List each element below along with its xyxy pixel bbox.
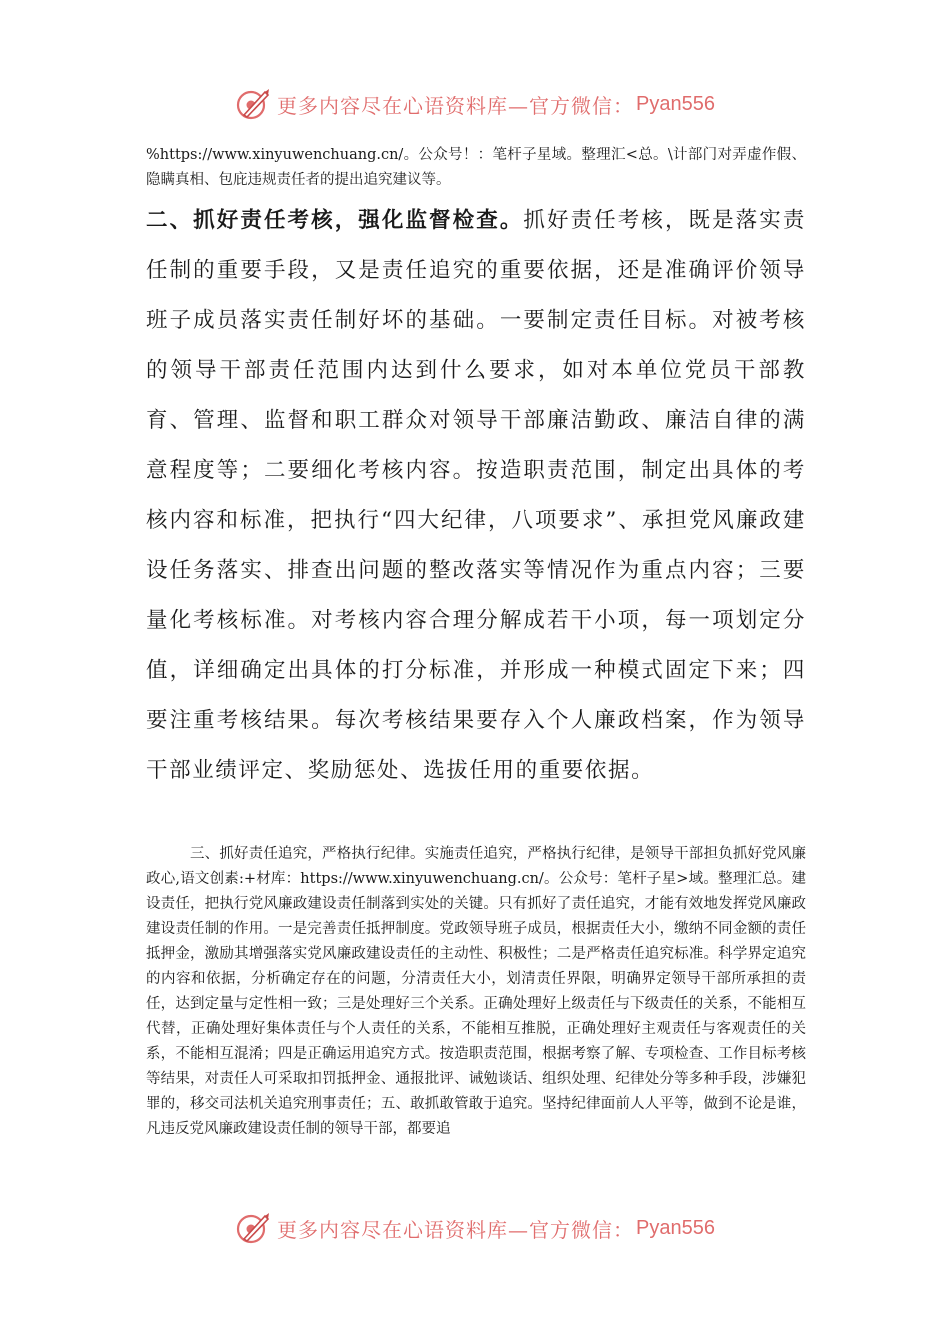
wechat-id: Pyan556	[636, 92, 715, 115]
wechat-id: Pyan556	[636, 1216, 715, 1239]
paragraph-section-two	[146, 196, 806, 796]
section-two-heading: 二、抓好责任考核，强化监督检查。	[146, 208, 524, 233]
paragraph-intro: %https://www.xinyuwenchuang.cn/。公众号！：笔杆子星域。整理汇<总。\计部门对弄虚作假、隐瞒真相、包庇违规责任者的提出追究建议等。	[146, 147, 806, 188]
header-banner	[0, 82, 950, 126]
footer-banner	[0, 1206, 950, 1250]
paragraph-section-three: 三、抓好责任追究，严格执行纪律。实施责任追究，严格执行纪律，是领导干部担负抓好党风廉政心,语文创素:+材库：https://www.xinyuwenchuang.cn/。公众号：笔杆子星>域。整理汇总。建设责任，把执行党风廉政建设责任制落到实处的关键。只有抓好了责任追究，才能有效地发挥党风廉政建设责任制的作用。一是完善责任抵押制度。党政领导班子成员，根据责任大小，缴纳不同金额的责任抵押金，激励其增强落实党风廉政建设责任的主动性、积极性；二是严格责任追究标准。科学界定追究的内容和依据，分析确定存在的问题，分清责任大小，划清责任界限，明确界定领导干部所承担的责任，达到定量与定性相一致；三是处理好三个关系。正确处理好上级责任与下级责任的关系，不能相互代替，正确处理好集体责任与个人责任的关系，不能相互推脱，正确处理好主观责任与客观责任的关系，不能相互混淆；四是正确运用追究方式。按造职责范围，根据考察了解、专项检查、工作目标考核等结果，对责任人可采取扣罚抵押金、通报批评、诫勉谈话、组织处理、纪律处分等多种手段，涉嫌犯罪的，移交司法机关追究刑事责任；五、敢抓敢管敢于追究。坚持纪律面前人人平等，做到不论是谁，凡违反党风廉政建设责任制的领导干部，都要追	[146, 846, 806, 1137]
section-two-body: 抓好责任考核，既是落实责任制的重要手段，又是责任追究的重要依据，还是准确评价领导班子成员落实责任制好坏的基础。一要制定责任目标。对被考核的领导干部责任范围内达到什么要求，如对本单位党员干部教育、管理、监督和职工群众对领导干部廉洁勤政、廉洁自律的满意程度等；二要细化考核内容。按造职责范围，制定出具体的考核内容和标准，把执行“四大纪律，八项要求”、承担党风廉政建设任务落实、排查出问题的整改落实等情况作为重点内容；三要量化考核标准。对考核内容合理分解成若干小项，每一项划定分值，详细确定出具体的打分标准，并形成一种模式固定下来；四要注重考核结果。每次考核结果要存入个人廉政档案，作为领导干部业绩评定、奖励惩处、选拔任用的重要依据。	[146, 208, 806, 783]
banner-text: 更多内容尽在心语资料库—官方微信：	[277, 1217, 635, 1242]
pen-logo-icon	[235, 86, 271, 122]
pen-logo-icon	[235, 1210, 271, 1246]
banner-text: 更多内容尽在心语资料库—官方微信：	[277, 93, 635, 118]
